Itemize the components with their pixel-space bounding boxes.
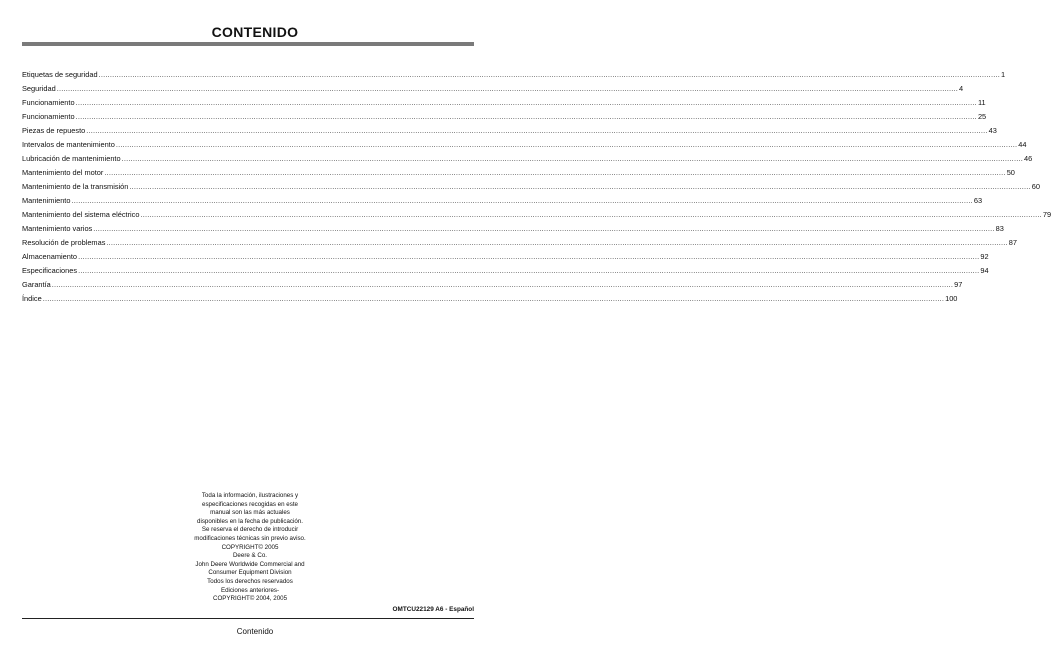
- toc-entry-label: Etiquetas de seguridad: [22, 70, 98, 79]
- toc-entry[interactable]: [22, 264, 989, 278]
- toc-dot-leader: ................................................................................................................................................................................................................................................................................................................................................................................................................: [56, 84, 959, 93]
- toc-entry[interactable]: [22, 292, 958, 306]
- toc-dot-leader: ................................................................................................................................................................................................................................................................................................................................................................................................................: [42, 294, 945, 303]
- toc-entry-label: Mantenimiento: [22, 196, 71, 205]
- copyright-line: John Deere Worldwide Commercial and: [195, 560, 305, 568]
- copyright-line: Todos los derechos reservados: [207, 577, 293, 585]
- toc-entry-label: Resolución de problemas: [22, 238, 106, 247]
- toc-entry-label: Mantenimiento del motor: [22, 168, 104, 177]
- title-divider: [22, 42, 474, 46]
- document-code: OMTCU22129 A6 - Español: [392, 606, 474, 613]
- toc-entry-page: 87: [1008, 238, 1017, 247]
- toc-entry[interactable]: [22, 222, 1004, 236]
- toc-entry-page: 4: [959, 84, 964, 93]
- toc-entry-page: 63: [973, 196, 983, 205]
- toc-dot-leader: ................................................................................................................................................................................................................................................................................................................................................................................................................: [129, 182, 1031, 191]
- toc-entry[interactable]: [22, 208, 1051, 222]
- toc-entry-page: 97: [954, 280, 963, 289]
- toc-entry-label: Seguridad: [22, 84, 56, 93]
- toc-entry-page: 83: [995, 224, 1004, 233]
- toc-entry-label: Lubricación de mantenimiento: [22, 154, 121, 163]
- toc-entry[interactable]: [22, 68, 1006, 82]
- toc-entry[interactable]: [22, 82, 964, 96]
- copyright-line: Deere & Co.: [232, 552, 268, 560]
- copyright-line: especificaciones recogidas en este: [202, 500, 298, 508]
- copyright-line: disponibles en la fecha de publicación.: [197, 517, 303, 525]
- toc-dot-leader: ................................................................................................................................................................................................................................................................................................................................................................................................................: [121, 154, 1023, 163]
- toc-dot-leader: ................................................................................................................................................................................................................................................................................................................................................................................................................: [106, 238, 1008, 247]
- toc-entry-label: Mantenimiento de la transmisión: [22, 182, 129, 191]
- toc-entry-page: 43: [988, 126, 997, 135]
- copyright-line: Ediciones anteriores-: [220, 586, 280, 594]
- toc-entry[interactable]: [22, 278, 963, 292]
- toc-dot-leader: ................................................................................................................................................................................................................................................................................................................................................................................................................: [51, 280, 954, 289]
- toc-entry[interactable]: [22, 250, 989, 264]
- copyright-line: manual son las más actuales: [210, 509, 290, 517]
- toc-entry-page: 100: [945, 294, 958, 303]
- page-footer: Contenido: [236, 627, 274, 636]
- copyright-line: Consumer Equipment Division: [208, 569, 292, 577]
- toc-dot-leader: ................................................................................................................................................................................................................................................................................................................................................................................................................: [78, 252, 980, 261]
- toc-entry-page: 25: [977, 112, 987, 121]
- toc-entry-label: Especificaciones: [22, 266, 78, 275]
- toc-entry-page: 1: [1000, 70, 1006, 79]
- copyright-line: COPYRIGHT© 2004, 2005: [212, 595, 288, 603]
- copyright-line: modificaciones técnicas sin previo aviso.: [194, 534, 306, 542]
- footer-divider: [22, 618, 474, 619]
- toc-dot-leader: ................................................................................................................................................................................................................................................................................................................................................................................................................: [104, 168, 1006, 177]
- toc-entry-label: Funcionamiento: [22, 112, 75, 121]
- toc-entry-page: 50: [1006, 168, 1015, 177]
- toc-entry[interactable]: [22, 194, 983, 208]
- toc-entry-label: Mantenimiento del sistema eléctrico: [22, 210, 140, 219]
- copyright-notice: [150, 492, 350, 604]
- toc-entry-label: Piezas de repuesto: [22, 126, 86, 135]
- toc-entry-label: Funcionamiento: [22, 98, 75, 107]
- toc-entry-label: Garantía: [22, 280, 51, 289]
- copyright-line: COPYRIGHT© 2005: [221, 543, 279, 551]
- toc-entry-page: 92: [980, 252, 989, 261]
- toc-entry[interactable]: [22, 96, 986, 110]
- toc-entry[interactable]: [22, 138, 1027, 152]
- toc-entry[interactable]: [22, 152, 1033, 166]
- toc-dot-leader: ................................................................................................................................................................................................................................................................................................................................................................................................................: [98, 70, 1000, 79]
- toc-entry[interactable]: [22, 236, 1017, 250]
- copyright-line: Se reserva el derecho de introducir: [201, 526, 299, 534]
- toc-entry-page: 60: [1031, 182, 1040, 191]
- toc-entry-label: Mantenimiento varios: [22, 224, 93, 233]
- toc-entry-page: 11: [977, 98, 986, 107]
- toc-entry-page: 94: [980, 266, 989, 275]
- toc-dot-leader: ................................................................................................................................................................................................................................................................................................................................................................................................................: [78, 266, 980, 275]
- toc-dot-leader: ................................................................................................................................................................................................................................................................................................................................................................................................................: [71, 196, 973, 205]
- toc-entry[interactable]: [22, 124, 997, 138]
- toc-dot-leader: ................................................................................................................................................................................................................................................................................................................................................................................................................: [86, 126, 988, 135]
- toc-dot-leader: ................................................................................................................................................................................................................................................................................................................................................................................................................: [93, 224, 995, 233]
- toc-dot-leader: ................................................................................................................................................................................................................................................................................................................................................................................................................: [75, 112, 977, 121]
- toc-entry[interactable]: [22, 180, 1040, 194]
- toc-entry[interactable]: [22, 166, 1015, 180]
- toc-entry-page: 46: [1023, 154, 1033, 163]
- toc-dot-leader: ................................................................................................................................................................................................................................................................................................................................................................................................................: [140, 210, 1042, 219]
- toc-entry-label: Almacenamiento: [22, 252, 78, 261]
- copyright-line: Toda la información, ilustraciones y: [201, 492, 299, 499]
- toc-entry-page: 79: [1042, 210, 1051, 219]
- table-of-contents: [22, 68, 1051, 306]
- toc-entry-label: Índice: [22, 294, 42, 303]
- toc-entry[interactable]: [22, 110, 987, 124]
- toc-entry-page: 44: [1018, 140, 1027, 149]
- toc-dot-leader: ................................................................................................................................................................................................................................................................................................................................................................................................................: [115, 140, 1018, 149]
- page-title: CONTENIDO: [211, 24, 299, 40]
- toc-entry-label: Intervalos de mantenimiento: [22, 140, 115, 149]
- toc-dot-leader: ................................................................................................................................................................................................................................................................................................................................................................................................................: [75, 98, 977, 107]
